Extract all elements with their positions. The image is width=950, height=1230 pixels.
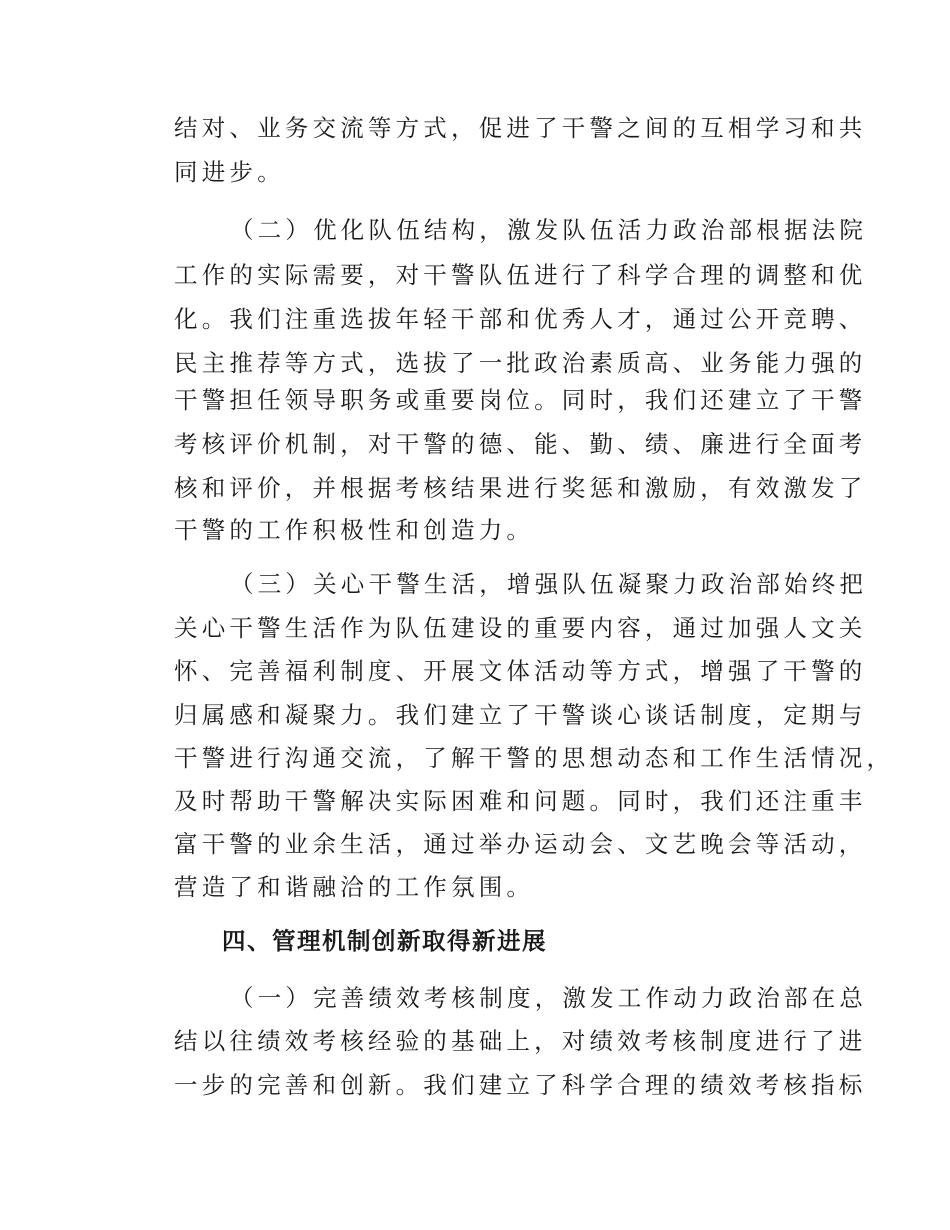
paragraph-line: 化。我们注重选拔年轻干部和优秀人才，通过公开竞聘、 bbox=[174, 305, 867, 333]
paragraph-line: 关心干警生活作为队伍建设的重要内容，通过加强人文关 bbox=[174, 614, 867, 642]
paragraph-line: 民主推荐等方式，选拔了一批政治素质高、业务能力强的 bbox=[174, 349, 867, 377]
paragraph-line: （三）关心干警生活，增强队伍凝聚力政治部始终把 bbox=[230, 570, 868, 598]
paragraph-line: 干警进行沟通交流，了解干警的思想动态和工作生活情况， bbox=[174, 744, 895, 772]
paragraph-line: 工作的实际需要，对干警队伍进行了科学合理的调整和优 bbox=[174, 261, 867, 289]
paragraph-line: 干警担任领导职务或重要岗位。同时，我们还建立了干警 bbox=[174, 386, 867, 414]
paragraph-line: 核和评价，并根据考核结果进行奖惩和激励，有效激发了 bbox=[174, 474, 867, 502]
paragraph-line: 考核评价机制，对干警的德、能、勤、绩、廉进行全面考 bbox=[174, 430, 867, 458]
paragraph-line: （二）优化队伍结构，激发队伍活力政治部根据法院 bbox=[230, 216, 868, 244]
paragraph-line: （一）完善绩效考核制度，激发工作动力政治部在总 bbox=[230, 984, 868, 1012]
paragraph-line: 归属感和凝聚力。我们建立了干警谈心谈话制度，定期与 bbox=[174, 701, 867, 729]
section-heading: 四、管理机制创新取得新进展 bbox=[222, 927, 547, 955]
paragraph-line: 怀、完善福利制度、开展文体活动等方式，增强了干警的 bbox=[174, 657, 867, 685]
paragraph-line: 结对、业务交流等方式，促进了干警之间的互相学习和共 bbox=[174, 114, 867, 142]
paragraph-line: 一步的完善和创新。我们建立了科学合理的绩效考核指标 bbox=[174, 1071, 867, 1099]
paragraph-line: 营造了和谐融洽的工作氛围。 bbox=[174, 873, 535, 901]
paragraph-line: 干警的工作积极性和创造力。 bbox=[174, 516, 535, 544]
paragraph-line: 富干警的业余生活，通过举办运动会、文艺晚会等活动， bbox=[174, 830, 867, 858]
paragraph-line: 结以往绩效考核经验的基础上，对绩效考核制度进行了进 bbox=[174, 1027, 867, 1055]
paragraph-line: 同进步。 bbox=[174, 158, 285, 186]
paragraph-line: 及时帮助干警解决实际困难和问题。同时，我们还注重丰 bbox=[174, 787, 867, 815]
